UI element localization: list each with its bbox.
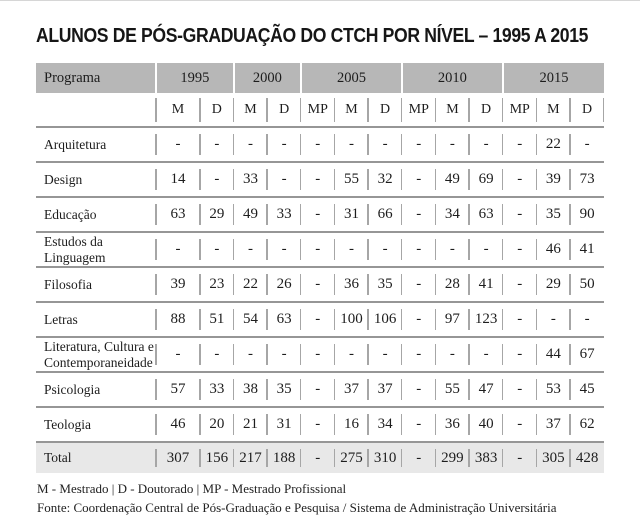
year-group-2015: 2015 [503,63,604,93]
value-cell: 97 [436,302,470,337]
value-cell: - [267,127,301,162]
value-cell: 26 [267,267,301,302]
value-cell: 35 [537,197,571,232]
value-cell: - [368,127,402,162]
value-cell: - [570,302,604,337]
value-cell: - [335,127,369,162]
value-cell: - [503,337,537,372]
value-cell: 310 [368,442,402,473]
table-row [36,232,604,267]
level-header: MP [402,93,436,127]
value-cell: 14 [156,162,200,197]
value-cell: 37 [537,407,571,442]
value-cell: - [335,232,369,267]
value-cell: 28 [436,267,470,302]
value-cell: - [503,372,537,407]
footnotes [37,480,557,517]
value-cell: 55 [335,162,369,197]
value-cell: 36 [335,267,369,302]
value-cell: 57 [156,372,200,407]
value-cell: - [402,442,436,473]
value-cell: - [200,127,234,162]
value-cell: 33 [234,162,268,197]
value-cell: 33 [200,372,234,407]
value-cell: 34 [436,197,470,232]
level-header: D [200,93,234,127]
table-row [36,127,604,162]
value-cell: 67 [570,337,604,372]
total-row [36,442,604,473]
value-cell: 36 [436,407,470,442]
value-cell: 39 [537,162,571,197]
value-cell: - [469,127,503,162]
value-cell: 428 [570,442,604,473]
program-cell: Estudos da Linguagem [36,232,156,267]
value-cell: - [301,302,335,337]
value-cell: - [436,127,470,162]
value-cell: 35 [368,267,402,302]
value-cell: - [301,267,335,302]
value-cell: - [469,337,503,372]
value-cell: - [156,232,200,267]
year-header-row [36,63,604,93]
value-cell: - [200,337,234,372]
value-cell: - [301,127,335,162]
value-cell: 100 [335,302,369,337]
value-cell: 275 [335,442,369,473]
value-cell: 69 [469,162,503,197]
table-row [36,267,604,302]
value-cell: - [503,127,537,162]
value-cell: 20 [200,407,234,442]
value-cell: 46 [156,407,200,442]
value-cell: - [402,302,436,337]
value-cell: 51 [200,302,234,337]
value-cell: - [301,337,335,372]
value-cell: - [234,232,268,267]
value-cell: - [503,442,537,473]
value-cell: 45 [570,372,604,407]
value-cell: - [503,302,537,337]
blank-header-cell [36,93,156,127]
value-cell: - [436,337,470,372]
program-cell: Total [36,442,156,473]
value-cell: - [335,337,369,372]
table-row [36,302,604,337]
level-header: D [469,93,503,127]
value-cell: 29 [200,197,234,232]
value-cell: 23 [200,267,234,302]
program-cell: Psicologia [36,372,156,407]
program-cell: Teologia [36,407,156,442]
level-header: M [335,93,369,127]
value-cell: 35 [267,372,301,407]
value-cell: - [402,337,436,372]
value-cell: - [301,372,335,407]
value-cell: 63 [267,302,301,337]
column-header-programa: Programa [36,63,156,93]
level-header-row [36,93,604,127]
value-cell: 106 [368,302,402,337]
value-cell: 49 [234,197,268,232]
value-cell: - [267,337,301,372]
table-row [36,197,604,232]
value-cell: 54 [234,302,268,337]
level-header: D [570,93,604,127]
value-cell: - [402,197,436,232]
value-cell: 47 [469,372,503,407]
program-cell: Literatura, Cultura e Contemporaneidade [36,337,156,372]
students-table [36,63,604,473]
value-cell: - [200,232,234,267]
value-cell: 73 [570,162,604,197]
value-cell: 21 [234,407,268,442]
page-title: ALUNOS DE PÓS-GRADUAÇÃO DO CTCH POR NÍVEL – 1995 A 2015 [36,25,589,47]
value-cell: 305 [537,442,571,473]
value-cell: - [503,267,537,302]
value-cell: - [402,232,436,267]
table-header [36,63,604,127]
value-cell: 49 [436,162,470,197]
year-group-1995: 1995 [156,63,234,93]
table-body [36,127,604,473]
value-cell: - [156,127,200,162]
value-cell: 41 [570,232,604,267]
value-cell: - [301,232,335,267]
value-cell: 188 [267,442,301,473]
value-cell: 62 [570,407,604,442]
value-cell: 55 [436,372,470,407]
value-cell: 66 [368,197,402,232]
value-cell: 31 [267,407,301,442]
value-cell: - [570,127,604,162]
value-cell: - [200,162,234,197]
value-cell: - [301,442,335,473]
value-cell: - [436,232,470,267]
value-cell: - [368,232,402,267]
level-header: M [436,93,470,127]
value-cell: 41 [469,267,503,302]
level-header: D [368,93,402,127]
level-header: M [234,93,268,127]
value-cell: 90 [570,197,604,232]
value-cell: - [267,232,301,267]
value-cell: 383 [469,442,503,473]
value-cell: - [402,407,436,442]
value-cell: - [402,127,436,162]
value-cell: 299 [436,442,470,473]
value-cell: 33 [267,197,301,232]
value-cell: - [368,337,402,372]
value-cell: 32 [368,162,402,197]
value-cell: 123 [469,302,503,337]
level-header: MP [301,93,335,127]
level-header: M [537,93,571,127]
value-cell: 22 [234,267,268,302]
value-cell: - [402,267,436,302]
year-group-2005: 2005 [301,63,402,93]
value-cell: 29 [537,267,571,302]
value-cell: 34 [368,407,402,442]
program-cell: Design [36,162,156,197]
value-cell: 156 [200,442,234,473]
value-cell: - [234,337,268,372]
value-cell: - [267,162,301,197]
value-cell: 16 [335,407,369,442]
value-cell: 31 [335,197,369,232]
value-cell: - [503,232,537,267]
value-cell: - [503,197,537,232]
value-cell: - [402,372,436,407]
value-cell: 307 [156,442,200,473]
value-cell: - [402,162,436,197]
year-group-2010: 2010 [402,63,503,93]
value-cell: - [469,232,503,267]
value-cell: 39 [156,267,200,302]
value-cell: - [503,407,537,442]
value-cell: - [234,127,268,162]
value-cell: 217 [234,442,268,473]
legend-note: M - Mestrado | D - Doutorado | MP - Mestrado Profissional [37,481,347,496]
table-row [36,337,604,372]
program-cell: Letras [36,302,156,337]
value-cell: - [156,337,200,372]
value-cell: 63 [469,197,503,232]
value-cell: 37 [368,372,402,407]
value-cell: 37 [335,372,369,407]
value-cell: - [301,197,335,232]
value-cell: - [503,162,537,197]
program-cell: Arquitetura [44,136,107,152]
level-header: M [156,93,200,127]
value-cell: 46 [537,232,571,267]
value-cell: 38 [234,372,268,407]
value-cell: - [301,407,335,442]
value-cell: - [537,302,571,337]
value-cell: 44 [537,337,571,372]
table-row [36,372,604,407]
value-cell: 50 [570,267,604,302]
value-cell: - [301,162,335,197]
level-header: MP [503,93,537,127]
year-group-2000: 2000 [234,63,301,93]
value-cell: 53 [537,372,571,407]
level-header: D [267,93,301,127]
program-cell: Filosofia [36,267,156,302]
program-cell: Educação [36,197,156,232]
value-cell: 63 [156,197,200,232]
value-cell: 40 [469,407,503,442]
table-row [36,162,604,197]
value-cell: 88 [156,302,200,337]
value-cell: 22 [537,127,571,162]
table-row [36,407,604,442]
source-note: Fonte: Coordenação Central de Pós-Graduação e Pesquisa / Sistema de Administração Universitária [37,499,557,515]
